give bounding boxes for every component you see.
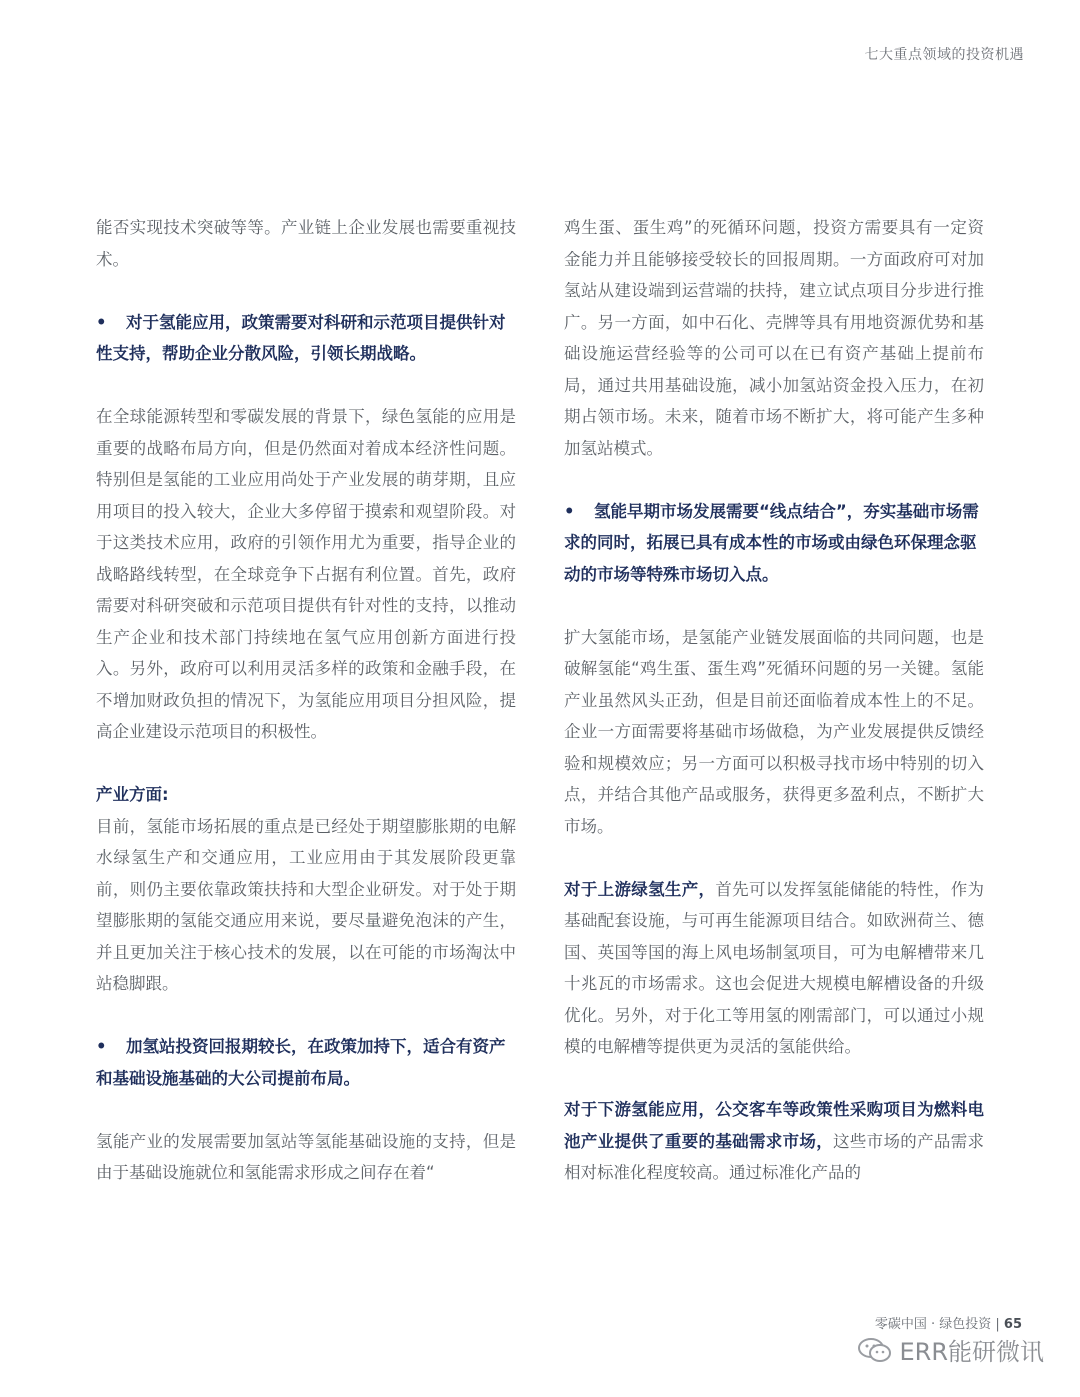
bullet-icon: • — [564, 501, 575, 521]
paragraph-lead: 对于上游绿氢生产， — [564, 879, 716, 899]
paragraph: 氢能产业的发展需要加氢站等氢能基础设施的支持，但是由于基础设施就位和氢能需求形成之间存在着“ — [96, 1131, 516, 1182]
bullet-text: 氢能早期市场发展需要“线点结合”，夯实基础市场需求的同时，拓展已具有成本性的市场或由绿色环保理念驱动的市场等特殊市场切入点。 — [564, 501, 979, 584]
bullet-icon: • — [96, 1037, 107, 1056]
paragraph-lead: 对于下游氢能应用，公交客车等政策性采购项目为燃料电池产业提供了重要的基础需求市场， — [564, 1100, 984, 1151]
paragraph: 鸡生蛋、蛋生鸡”的死循环问题，投资方需要具有一定资金能力并且能够接受较长的回报周期。一方面政府可对加氢站从建设端到运营端的扶持，建立试点项目分步进行推广。另一方面，如中石化、壳牌等具有用地资源优势和基础设施运营经验等的公司可以在已有资产基础上提前布局，通过共用基础设施，减小加氢站资金投入压力，在初期占领市场。未来，随着市场不断扩大，将可能产生多种加氢站模式。 — [564, 218, 984, 458]
footer-text: 零碳中国 · 绿色投资 | — [874, 1317, 1000, 1332]
paragraph-body: 这些市场的产品需求相对标准化程度较高。通过标准化产品的 — [564, 1131, 984, 1182]
paragraph: 扩大氢能市场，是氢能产业链发展面临的共同问题，也是破解氢能“鸡生蛋、蛋生鸡”死循环问题的另一关键。氢能产业虽然风头正劲，但是目前还面临着成本性上的不足。企业一方面需要将基础市场做稳，为产业发展提供反馈经验和规模效应；另一方面可以积极寻找市场中特别的切入点，并结合其他产品或服务，获得更多盈利点，不断扩大市场。 — [564, 627, 984, 836]
bullet-text: 对于氢能应用，政策需要对科研和示范项目提供针对性支持，帮助企业分散风险，引领长期战略。 — [96, 312, 506, 363]
bullet-icon: • — [96, 312, 107, 332]
right-column — [564, 212, 984, 1220]
watermark-text: ERR能研微讯 — [899, 1338, 1044, 1366]
subheading: 产业方面: — [96, 785, 169, 804]
paragraph — [564, 1094, 984, 1189]
paragraph — [564, 874, 984, 1063]
section-title: 七大重点领域的投资机遇 — [864, 47, 1024, 63]
bullet-text: 加氢站投资回报期较长，在政策加持下，适合有资产和基础设施基础的大公司提前布局。 — [96, 1037, 506, 1088]
page-footer — [875, 1313, 1022, 1332]
wechat-icon — [857, 1336, 893, 1364]
left-column — [96, 212, 516, 1220]
page-number: 65 — [1003, 1317, 1022, 1332]
paragraph-body: 首先可以发挥氢能储能的特性，作为基础配套设施，与可再生能源项目结合。如欧洲荷兰、德国、英国等国的海上风电场制氢项目，可为电解槽带来几十兆瓦的市场需求。这也会促进大规模电解槽设备的升级优化。另外，对于化工等用氢的刚需部门，可以通过小规模的电解槽等提供更为灵活的氢能供给。 — [564, 879, 984, 1056]
paragraph: 在全球能源转型和零碳发展的背景下，绿色氢能的应用是重要的战略布局方向，但是仍然面对着成本经济性问题。特别但是氢能的工业应用尚处于产业发展的萌芽期，且应用项目的投入较大，企业大多停留于摸索和观望阶段。对于这类技术应用，政府的引领作用尤为重要，指导企业的战略路线转型，在全球竞争下占据有利位置。首先，政府需要对科研突破和示范项目提供有针对性的支持，以推动生产企业和技术部门持续地在氢气应用创新方面进行投入。另外，政府可以利用灵活多样的政策和金融手段，在不增加财政负担的情况下，为氢能应用项目分担风险，提高企业建设示范项目的积极性。 — [96, 407, 516, 741]
paragraph: 目前，氢能市场拓展的重点是已经处于期望膨胀期的电解水绿氢生产和交通应用，工业应用由于其发展阶段更靠前，则仍主要依靠政策扶持和大型企业研发。对于处于期望膨胀期的氢能交通应用来说，要尽量避免泡沫的产生，并且更加关注于核心技术的发展，以在可能的市场淘汰中站稳脚跟。 — [96, 816, 516, 993]
paragraph: 能否实现技术突破等等。产业链上企业发展也需要重视技术。 — [96, 218, 516, 269]
bullet-point — [96, 1031, 516, 1094]
watermark — [857, 1332, 1044, 1367]
bullet-point — [96, 307, 516, 370]
bullet-point — [564, 496, 984, 591]
